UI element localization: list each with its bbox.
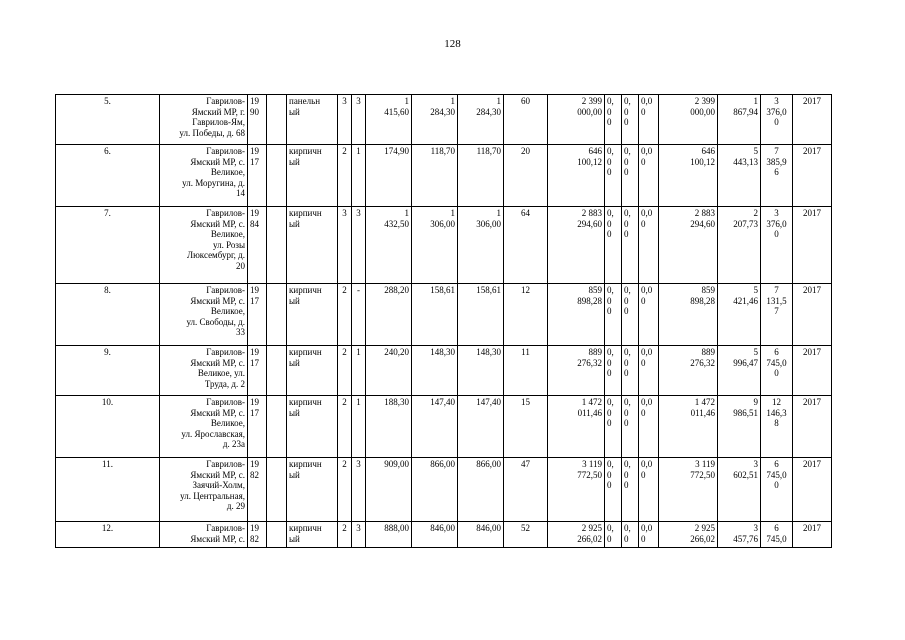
floors-cell: 3 [338,207,352,284]
living-area-2-cell: 846,00 [458,522,504,548]
living-area-2-cell: 118,70 [458,145,504,207]
fund-b-cell: 0, 0 0 [622,207,639,284]
residents-cell: 11 [504,346,548,396]
floors-cell: 2 [338,396,352,458]
living-area-2-cell: 866,00 [458,458,504,522]
wall-material-cell: кирпичн ый [287,207,338,284]
cost-repeat-cell: 2 925 266,02 [659,522,718,548]
cost-repeat-cell: 2 883 294,60 [659,207,718,284]
housing-registry-table [55,94,832,548]
row-number: 6. [56,145,160,207]
table-row [56,95,832,145]
wall-material-cell: кирпичн ый [287,396,338,458]
address-cell: Гаврилов- Ямский МР, с. Великое, ул. Ярославская, д. 23а [160,396,248,458]
row-number: 7. [56,207,160,284]
construction-year-cell: 19 82 [248,522,267,548]
fund-b-cell: 0, 0 0 [622,145,639,207]
fund-a-cell: 0, 0 0 [605,207,622,284]
floors-cell: 2 [338,522,352,548]
fund-a-cell: 0, 0 0 [605,145,622,207]
total-area-cell: 188,30 [366,396,412,458]
blank-cell [267,396,287,458]
fund-b-cell: 0, 0 [622,522,639,548]
cost-repeat-cell: 3 119 772,50 [659,458,718,522]
row-number: 5. [56,95,160,145]
living-area-cell: 1 306,00 [412,207,458,284]
entrances-cell: 1 [352,396,366,458]
address-cell: Гаврилов- Ямский МР, с. [160,522,248,548]
limit-cell: 6 745,0 0 [761,458,793,522]
total-area-cell: 288,20 [366,284,412,346]
plan-year-cell: 2017 [793,95,832,145]
fund-b-cell: 0, 0 0 [622,458,639,522]
wall-material-cell: панельн ый [287,95,338,145]
wall-material-cell: кирпичн ый [287,346,338,396]
entrances-cell: 3 [352,207,366,284]
fund-a-cell: 0, 0 0 [605,95,622,145]
wall-material-cell: кирпичн ый [287,284,338,346]
residents-cell: 20 [504,145,548,207]
fund-b-cell: 0, 0 0 [622,95,639,145]
limit-cell: 6 745,0 0 [761,346,793,396]
construction-year-cell: 19 17 [248,396,267,458]
page-number: 128 [444,38,461,50]
residents-cell: 52 [504,522,548,548]
cost-repeat-cell: 646 100,12 [659,145,718,207]
fund-c-cell: 0,0 0 [639,396,659,458]
floors-cell: 2 [338,458,352,522]
total-area-cell: 888,00 [366,522,412,548]
wall-material-cell: кирпичн ый [287,522,338,548]
plan-year-cell: 2017 [793,458,832,522]
table-body [56,95,832,548]
address-cell: Гаврилов- Ямский МР, г. Гаврилов-Ям, ул. Победы, д. 68 [160,95,248,145]
fund-a-cell: 0, 0 0 [605,458,622,522]
cost-total-cell: 2 883 294,60 [548,207,605,284]
address-cell: Гаврилов- Ямский МР, с. Великое, ул. Свободы, д. 33 [160,284,248,346]
limit-cell: 3 376,0 0 [761,207,793,284]
living-area-cell: 866,00 [412,458,458,522]
construction-year-cell: 19 90 [248,95,267,145]
limit-cell: 7 385,9 6 [761,145,793,207]
plan-year-cell: 2017 [793,396,832,458]
address-cell: Гаврилов- Ямский МР, с. Заячий-Холм, ул. Центральная, д. 29 [160,458,248,522]
blank-cell [267,458,287,522]
plan-year-cell: 2017 [793,284,832,346]
table-row [56,284,832,346]
construction-year-cell: 19 84 [248,207,267,284]
table-row [56,346,832,396]
construction-year-cell: 19 82 [248,458,267,522]
cost-total-cell: 859 898,28 [548,284,605,346]
residents-cell: 64 [504,207,548,284]
cost-repeat-cell: 889 276,32 [659,346,718,396]
total-area-cell: 909,00 [366,458,412,522]
blank-cell [267,95,287,145]
cost-per-m2-cell: 1 867,94 [718,95,761,145]
residents-cell: 60 [504,95,548,145]
construction-year-cell: 19 17 [248,145,267,207]
residents-cell: 47 [504,458,548,522]
fund-a-cell: 0, 0 [605,522,622,548]
cost-repeat-cell: 1 472 011,46 [659,396,718,458]
plan-year-cell: 2017 [793,207,832,284]
living-area-2-cell: 147,40 [458,396,504,458]
fund-c-cell: 0,0 0 [639,284,659,346]
cost-per-m2-cell: 3 457,76 [718,522,761,548]
cost-per-m2-cell: 5 996,47 [718,346,761,396]
entrances-cell: 3 [352,458,366,522]
row-number: 12. [56,522,160,548]
cost-total-cell: 3 119 772,50 [548,458,605,522]
limit-cell: 12 146,3 8 [761,396,793,458]
construction-year-cell: 19 17 [248,346,267,396]
table-row [56,396,832,458]
entrances-cell: 1 [352,145,366,207]
living-area-2-cell: 158,61 [458,284,504,346]
plan-year-cell: 2017 [793,346,832,396]
row-number: 9. [56,346,160,396]
cost-repeat-cell: 2 399 000,00 [659,95,718,145]
cost-total-cell: 2 399 000,00 [548,95,605,145]
total-area-cell: 1 415,60 [366,95,412,145]
total-area-cell: 1 432,50 [366,207,412,284]
entrances-cell: 3 [352,95,366,145]
fund-a-cell: 0, 0 0 [605,396,622,458]
living-area-cell: 147,40 [412,396,458,458]
fund-b-cell: 0, 0 0 [622,346,639,396]
floors-cell: 2 [338,346,352,396]
cost-total-cell: 1 472 011,46 [548,396,605,458]
cost-total-cell: 2 925 266,02 [548,522,605,548]
entrances-cell: 3 [352,522,366,548]
fund-c-cell: 0,0 0 [639,522,659,548]
limit-cell: 6 745,0 [761,522,793,548]
fund-c-cell: 0,0 0 [639,458,659,522]
fund-c-cell: 0,0 0 [639,207,659,284]
address-cell: Гаврилов- Ямский МР, с. Великое, ул. Труда, д. 2 [160,346,248,396]
fund-b-cell: 0, 0 0 [622,284,639,346]
blank-cell [267,522,287,548]
residents-cell: 12 [504,284,548,346]
cost-per-m2-cell: 3 602,51 [718,458,761,522]
blank-cell [267,145,287,207]
plan-year-cell: 2017 [793,145,832,207]
entrances-cell: - [352,284,366,346]
living-area-2-cell: 148,30 [458,346,504,396]
blank-cell [267,346,287,396]
table-row [56,522,832,548]
total-area-cell: 174,90 [366,145,412,207]
living-area-cell: 118,70 [412,145,458,207]
fund-b-cell: 0, 0 0 [622,396,639,458]
floors-cell: 2 [338,284,352,346]
plan-year-cell: 2017 [793,522,832,548]
living-area-2-cell: 1 306,00 [458,207,504,284]
fund-c-cell: 0,0 0 [639,346,659,396]
residents-cell: 15 [504,396,548,458]
living-area-cell: 846,00 [412,522,458,548]
cost-total-cell: 889 276,32 [548,346,605,396]
address-cell: Гаврилов- Ямский МР, с. Великое, ул. Моругина, д. 14 [160,145,248,207]
construction-year-cell: 19 17 [248,284,267,346]
blank-cell [267,207,287,284]
wall-material-cell: кирпичн ый [287,458,338,522]
cost-per-m2-cell: 5 421,46 [718,284,761,346]
fund-a-cell: 0, 0 0 [605,346,622,396]
total-area-cell: 240,20 [366,346,412,396]
living-area-2-cell: 1 284,30 [458,95,504,145]
wall-material-cell: кирпичн ый [287,145,338,207]
cost-repeat-cell: 859 898,28 [659,284,718,346]
blank-cell [267,284,287,346]
cost-per-m2-cell: 2 207,73 [718,207,761,284]
limit-cell: 3 376,0 0 [761,95,793,145]
row-number: 10. [56,396,160,458]
floors-cell: 2 [338,145,352,207]
table-row [56,458,832,522]
floors-cell: 3 [338,95,352,145]
cost-per-m2-cell: 9 986,51 [718,396,761,458]
limit-cell: 7 131,5 7 [761,284,793,346]
living-area-cell: 1 284,30 [412,95,458,145]
fund-c-cell: 0,0 0 [639,145,659,207]
living-area-cell: 158,61 [412,284,458,346]
row-number: 8. [56,284,160,346]
entrances-cell: 1 [352,346,366,396]
address-cell: Гаврилов- Ямский МР, с. Великое, ул. Розы Люксембург, д. 20 [160,207,248,284]
cost-total-cell: 646 100,12 [548,145,605,207]
living-area-cell: 148,30 [412,346,458,396]
fund-a-cell: 0, 0 0 [605,284,622,346]
table-row [56,145,832,207]
fund-c-cell: 0,0 0 [639,95,659,145]
row-number: 11. [56,458,160,522]
table-row [56,207,832,284]
cost-per-m2-cell: 5 443,13 [718,145,761,207]
